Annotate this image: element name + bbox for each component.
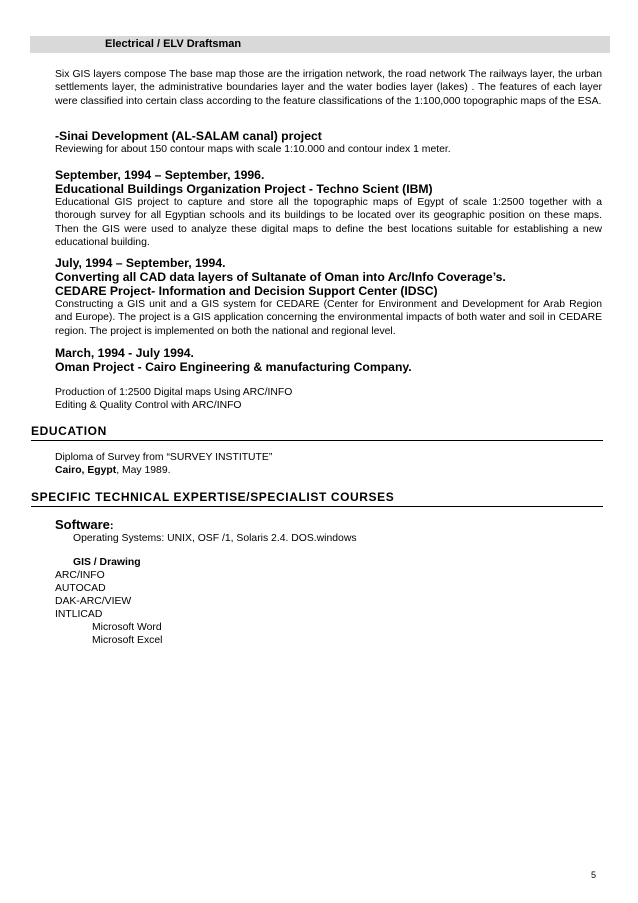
tool-item: DAK-ARC/VIEW: [55, 596, 132, 607]
education-diploma: Diploma of Survey from “SURVEY INSTITUTE”: [55, 452, 273, 463]
tool-item: AUTOCAD: [55, 583, 106, 594]
education-date: , May 1989.: [116, 465, 171, 476]
project-cedare-subtitle: CEDARE Project- Information and Decision Support Center (IDSC): [55, 284, 438, 298]
project-ebo-date: September, 1994 – September, 1996.: [55, 168, 265, 182]
header-title: Electrical / ELV Draftsman: [105, 38, 242, 50]
project-cedare-body: Constructing a GIS unit and a GIS system for CEDARE (Center for Environment and Development for Arab Region and Europe). The project is a GIS application concerning the environmental impacts of both water and soil in CEDARE region. The project is implemented on both the national and regional level.: [55, 299, 602, 337]
page-number: 5: [591, 870, 597, 880]
project-sinai-heading: -Sinai Development (AL-SALAM canal) project: [55, 129, 322, 143]
project-ebo-body: Educational GIS project to capture and store all the topographic maps of Egypt of scale 1:2500 together with a thorough survey for all Egyptian schools and its buildings to be located over its geographic position on these maps. Then the GIS were used to analyze these digital maps to define the best locations suitable for establishing a new educational building.: [55, 197, 602, 248]
education-place: Cairo, Egypt: [55, 465, 117, 476]
expertise-section-title: SPECIFIC TECHNICAL EXPERTISE/SPECIALIST COURSES: [31, 490, 603, 507]
project-sinai-body: Reviewing for about 150 contour maps with scale 1:10.000 and contour index 1 meter.: [55, 144, 451, 155]
app-item: Microsoft Excel: [92, 635, 163, 646]
education-section-title: EDUCATION: [31, 424, 603, 441]
software-heading: [55, 517, 114, 532]
project-oman-line: Editing & Quality Control with ARC/INFO: [55, 400, 242, 411]
gis-layers-paragraph: Six GIS layers compose The base map those are the irrigation network, the road network The railways layer, the urban settlements layer, the administrative boundaries layer and the water bodies layer (lakes) . The features of each layer were classified into certain class according to the feature classifications of the 1:100,000 topographic maps of the ESA.: [55, 69, 602, 107]
project-ebo-title: Educational Buildings Organization Project - Techno Scient (IBM): [55, 182, 433, 196]
project-oman-date: March, 1994 - July 1994.: [55, 346, 194, 360]
project-cedare-date: July, 1994 – September, 1994.: [55, 256, 226, 270]
software-label: Software: [55, 517, 110, 532]
gis-drawing-heading: GIS / Drawing: [73, 557, 141, 568]
project-oman-line: Production of 1:2500 Digital maps Using ARC/INFO: [55, 387, 293, 398]
operating-systems-line: Operating Systems: UNIX, OSF /1, Solaris 2.4. DOS.windows: [73, 533, 357, 544]
tool-item: INTLICAD: [55, 609, 103, 620]
software-colon: :: [109, 520, 114, 532]
tool-item: ARC/INFO: [55, 570, 105, 581]
education-place-date: [55, 465, 171, 476]
app-item: Microsoft Word: [92, 622, 162, 633]
project-oman-title: Oman Project - Cairo Engineering & manufacturing Company.: [55, 360, 412, 374]
project-cedare-title: Converting all CAD data layers of Sultanate of Oman into Arc/Info Coverage’s.: [55, 270, 506, 284]
